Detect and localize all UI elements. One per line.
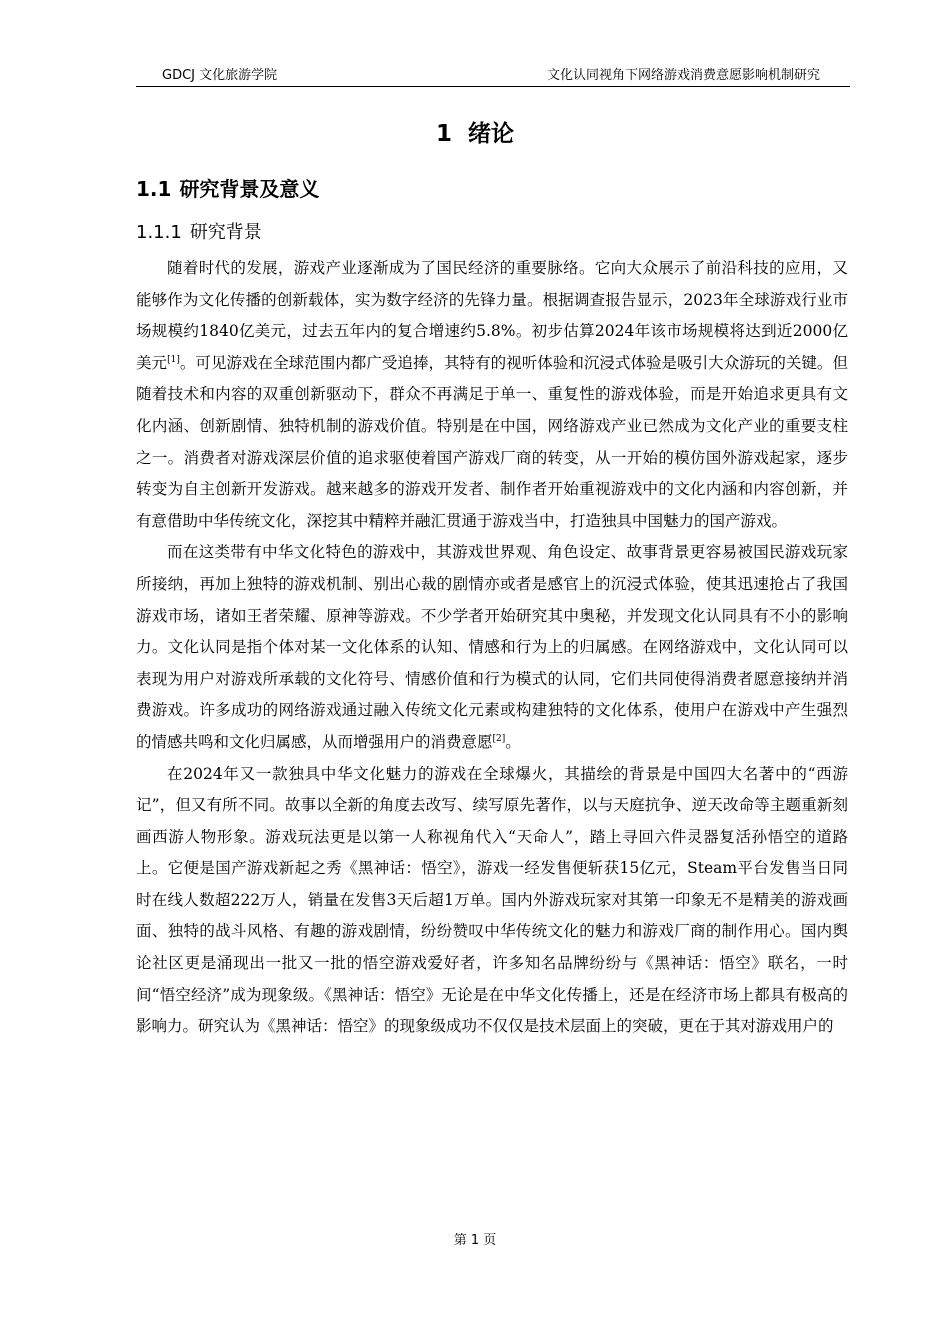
citation: [2]: [492, 733, 506, 744]
subsection-heading: [136, 219, 262, 247]
page-number: 第 1 页: [453, 1233, 497, 1248]
chapter-number: 1: [435, 121, 452, 147]
section-title: 研究背景及意义: [179, 177, 320, 201]
paragraph-text: 而在这类带有中华文化特色的游戏中，其游戏世界观、角色设定、故事背景更容易被国民游戏玩家所接纳，再加上独特的游戏机制、别出心裁的剧情亦或者是感官上的沉浸式体验，使其迅速抢占了我国游戏市场，诸如王者荣耀、原神等游戏。不少学者开始研究其中奥秘，并发现文化认同具有不小的影响力。文化认同是指个体对某一文化体系的认知、情感和行为上的归属感。在网络游戏中，文化认同可以表现为用户对游戏所承载的文化符号、情感价值和行为模式的认同，它们共同使得消费者愿意接纳并消费游戏。许多成功的网络游戏通过融入传统文化元素或构建独特的文化体系，使用户在游戏中产生强烈的情感共鸣和文化归属感，从而增强用户的消费意愿: [136, 543, 848, 751]
paragraph-text: 在2024年又一款独具中华文化魅力的游戏在全球爆火，其描绘的背景是中国四大名著中的“西游记”，但又有所不同。故事以全新的角度去改写、续写原先著作，以与天庭抗争、逆天改命等主题重新刻画西游人物形象。游戏玩法更是以第一人称视角代入“天命人”，踏上寻回六件灵器复活孙悟空的道路上。它便是国产游戏新起之秀《黑神话：悟空》，游戏一经发售便斩获15亿元，Steam平台发售当日同时在线人数超222万人，销量在发售3天后超1万单。国内外游戏玩家对其第一印象无不是精美的游戏画面、独特的战斗风格、有趣的游戏剧情，纷纷赞叹中华传统文化的魅力和游戏厂商的制作用心。国内舆论社区更是涌现出一批又一批的悟空游戏爱好者，许多知名品牌纷纷与《黑神话：悟空》联名，一时间“悟空经济”成为现象级。《黑神话：悟空》无论是在中华文化传播上，还是在经济市场上都具有极高的影响力。研究认为《黑神话：悟空》的现象级成功不仅仅是技术层面上的突破，更在于其对游戏用户的: [136, 764, 848, 1036]
chapter-heading: [0, 118, 950, 150]
running-header: [136, 66, 850, 87]
body-text: [136, 253, 848, 1043]
chapter-title: 绪论: [468, 121, 514, 147]
header-thesis-title: 文化认同视角下网络游戏消费意愿影响机制研究: [546, 68, 820, 83]
paragraph-text: 随着时代的发展，游戏产业逐渐成为了国民经济的重要脉络。它向大众展示了前沿科技的应用，又能够作为文化传播的创新载体，实为数字经济的先锋力量。根据调查报告显示，2023年全球游戏行业市场规模约1840亿美元，过去五年内的复合增速约5.8%。初步估算2024年该市场规模将达到近2000亿美元: [136, 259, 848, 372]
paragraph: [136, 253, 848, 537]
paragraph-text: 。可见游戏在全球范围内都广受追捧，其特有的视听体验和沉浸式体验是吸引大众游玩的关键。但随着技术和内容的双重创新驱动下，群众不再满足于单一、重复性的游戏体验，而是开始追求更具有文化内涵、创新剧情、独特机制的游戏价值。特别是在中国，网络游戏产业已然成为文化产业的重要支柱之一。消费者对游戏深层价值的追求驱使着国产游戏厂商的转变，从一开始的模仿国外游戏起家，逐步转变为自主创新开发游戏。越来越多的游戏开发者、制作者开始重视游戏中的文化内涵和内容创新，并有意借助中华传统文化，深挖其中精粹并融汇贯通于游戏当中，打造独具中国魅力的国产游戏。: [136, 353, 848, 530]
header-institution: GDCJ 文化旅游学院: [162, 68, 278, 83]
paragraph-text: 。: [505, 732, 521, 751]
section-number: 1.1: [136, 177, 172, 201]
paragraph: [136, 537, 848, 758]
subsection-number: 1.1.1: [136, 222, 182, 243]
section-heading: [136, 174, 319, 204]
subsection-title: 研究背景: [189, 222, 262, 243]
paragraph: [136, 759, 848, 1043]
citation: [1]: [167, 354, 180, 365]
